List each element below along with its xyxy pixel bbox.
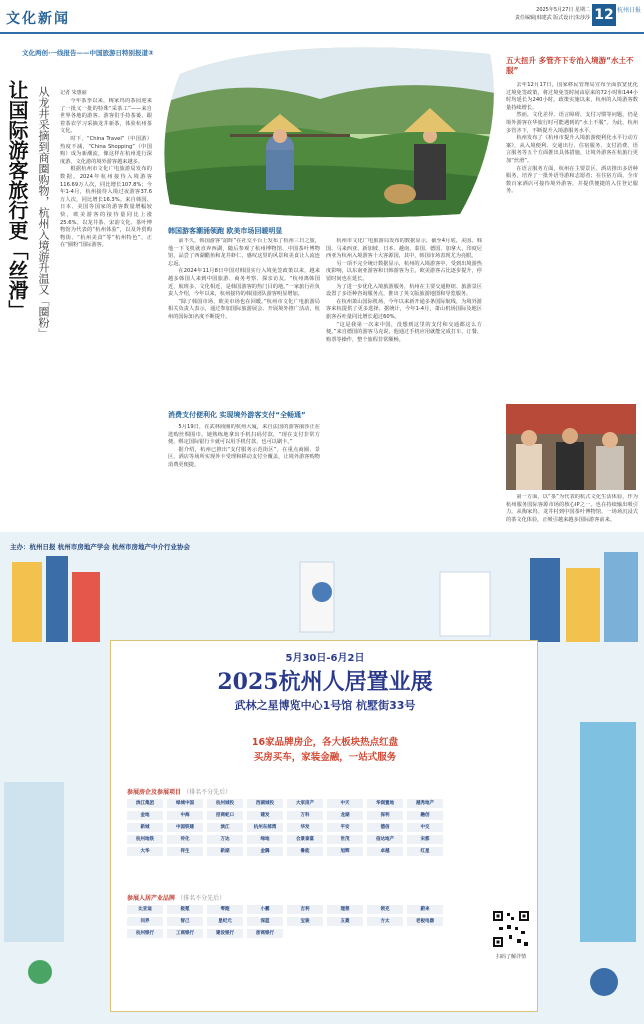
exhibitor-logo: 绿城中国: [167, 799, 203, 808]
exhibitor-logo: 星纪元: [207, 917, 243, 926]
expo-venue: 武林之星博览中心1号馆 杭墅街33号: [234, 699, 416, 712]
exhibitor-logo: 问界: [127, 917, 163, 926]
list-heading-text: 参展人居产业品牌: [127, 895, 176, 902]
exhibitor-logo: 中海: [167, 811, 203, 820]
paragraph: 5月19日，在武林商圈的杭州大厦，来自法国的游客丽莎正在选购丝绸围巾。她熟练地拿出手机扫码付款，“现在支付非常方便，绑定国际银行卡就可以用手机付款，也可以刷卡。”: [168, 424, 320, 446]
editor-line: 责任编辑|韩建武 版式设计|朱莎莎: [515, 15, 590, 21]
exhibitor-logo: 万科: [287, 811, 323, 820]
shopping-photo: [506, 404, 636, 490]
article-title: 让国际游客旅行更「丝滑」: [5, 80, 29, 320]
exhibitor-logo: 新城: [127, 823, 163, 832]
exhibitor-logo: 比亚迪: [127, 905, 163, 914]
exhibitor-logo: 平安: [327, 823, 363, 832]
qr-code[interactable]: [491, 909, 531, 949]
ad-main-panel: [110, 640, 538, 1012]
slogan-line-2: 买房买车，家装金融，一站式服务: [253, 752, 397, 763]
exhibitor-logo: 浙商银行: [247, 929, 283, 938]
byline: 记者 朱惠丽: [60, 90, 87, 96]
article-subtitle: 从龙井采摘到商圈购物，杭州入境游升温又「圈粉」: [37, 86, 50, 339]
exhibitor-logo: 零跑: [207, 905, 243, 914]
section-1-heading: 韩国游客潮涌领跑 欧美市场回暖明显: [168, 227, 283, 235]
paragraph: “这是我第一次来中国，没想到这里的支付和交通都这么方便。”来自德国的游客马克说，他通过手机应用就能完成打车、订餐、购票等操作，整个旅程非常顺畅。: [326, 321, 482, 343]
paragraph: 今年茶季以来，梅家坞的茶园迎来了一批又一批的特殊“采茶工”——来自世界各地的游客。游客们手持茶篓，跟着茶农学习采摘龙井新茶，体验杭州茶文化。: [60, 98, 152, 135]
exhibitor-logo: 万达: [207, 835, 243, 844]
exhibitor-logo: 新湖: [207, 847, 243, 856]
column-2a: [168, 238, 320, 406]
exhibitor-logo: 世茂: [327, 835, 363, 844]
exhibitor-logo: 小鹏: [247, 905, 283, 914]
header-info: [450, 6, 590, 22]
exhibitor-logo: 方太: [367, 917, 403, 926]
exhibitor-logo: 杭州银行: [127, 929, 163, 938]
tea-picking-photo: [160, 44, 500, 220]
slogan-line-1: 16家品牌房企，各大板块热点红盘: [251, 737, 399, 748]
paragraph: 另一项不完全统计数据显示，杭州的入境游客中，受到出境游热度影响，以东南亚游客和日韩游客为主，欧美游客占比逐步提升，停留时间也在延长。: [326, 260, 482, 282]
column-3: [326, 238, 482, 526]
list-heading-text: 参展房企及参展项目: [127, 789, 182, 796]
date-line: 2025年5月27日 星期二: [536, 7, 590, 13]
exhibitor-logo: 华润置地: [367, 799, 403, 808]
brand-logo-grid: [127, 905, 457, 938]
exhibitor-logo: 大家房产: [287, 799, 323, 808]
paragraph: 在语言服务方面，杭州在主要景区、酒店推出多语种服务，培养了一批外语导游和志愿者；在住宿方面，全市数百家酒店可接待境外游客，并提供便捷的入住登记服务。: [506, 165, 638, 195]
exhibitor-logo: 理想: [327, 905, 363, 914]
exhibitor-logo: 德信: [367, 823, 403, 832]
street-shopping-image: [506, 404, 636, 490]
exhibitor-logo: 宝骏: [287, 917, 323, 926]
paragraph: 根据杭州市文化广电旅游局发布的数据，2024年杭州接待入境游客116.69万人次，同比增长107.8%；今年1-4月，杭州接待入境过夜游客37.6万人次，同比增长16.3%。来自韩国、日本、美国等国家的游客数量增幅较快，欧美游客的接待量同比上涨25.6%。以龙井茶、宋韵文化、茶叶博物馆为代表的“杭州体验”，以及外贸购物街、“杭州美食”等“杭州特色”，正在“圈粉”国际游客。: [60, 166, 152, 249]
paragraph: 去年12月17日，国家移民管理局宣布全面放宽优化过境免签政策，将过境免签时间由原来的72小时和144小时均延长为240小时。政策实施以来，杭州的入境游客数量持续增长。: [506, 82, 638, 111]
page-header: [0, 0, 644, 34]
expo-slogan: [111, 735, 539, 765]
paragraph: “除了韩国市场，欧美市场也在回暖。”杭州市文化广电旅游局相关负责人表示，通过参加国际旅游展会、开展境外推广活动，杭州的国际知名度不断提升。: [168, 298, 320, 320]
exhibitor-logo: 传化: [167, 835, 203, 844]
exhibitor-logo: 龙湖: [327, 811, 363, 820]
exhibitor-logo: 深蓝: [247, 917, 283, 926]
exhibitor-logo: 祥生: [167, 847, 203, 856]
exhibitor-list-heading: [127, 787, 231, 796]
column-1: [60, 98, 152, 526]
exhibitor-logo: 金地: [127, 811, 163, 820]
expo-dates: 5月30日-6月2日: [285, 653, 365, 664]
exhibitor-logo: 蔚来: [407, 905, 443, 914]
exhibitor-logo: 华发: [287, 823, 323, 832]
column-2b: [168, 424, 320, 526]
exhibitor-logo: 老板电器: [407, 917, 443, 926]
exhibitor-logo: 杭州东部湾: [247, 823, 283, 832]
paragraph: 杭州发布了《杭州市提升入境旅游便利化水平行动方案》，从入境便利、交通出行、住宿服务、支付消费、语言服务等五个方面推出具体措施，让境外游客在杭旅行更加“丝滑”。: [506, 135, 638, 164]
paragraph: 为了进一步优化入境旅游服务，杭州在主要交通枢纽、旅游景区设置了多语种咨询服务点，推出了英文版旅游地图和导览服务。: [326, 283, 482, 298]
exhibitor-logo: 西湖城投: [247, 799, 283, 808]
exhibitor-logo: 中天: [327, 799, 363, 808]
exhibitor-logo: 工商银行: [167, 929, 203, 938]
exhibitor-logo: 绿地: [247, 835, 283, 844]
developer-logo-grid: [127, 799, 457, 856]
exhibitor-logo: 信达地产: [367, 835, 403, 844]
exhibitor-logo: 建设银行: [207, 929, 243, 938]
exhibitor-logo: 杭州地铁: [127, 835, 163, 844]
exhibitor-logo: 保利: [367, 811, 403, 820]
paragraph: 在杭州萧山国际机场，今年以来新开通多条国际航线，为境外游客来杭提供了更多选择。据统计，今年1-4月，萧山机场国际及地区旅客吞吐量同比增长超过60%。: [326, 298, 482, 320]
exhibitor-logo: 旭辉: [327, 847, 363, 856]
exhibitor-logo: 越秀地产: [407, 799, 443, 808]
exhibitor-logo: 宋都: [407, 835, 443, 844]
page-number: 12: [592, 4, 616, 26]
exhibitor-logo: 大华: [127, 847, 163, 856]
paragraph: 第一方面，以“茶”为代表的杭式文化生活体验，作为杭州服务国际客源市场的核心IP之一，也在持续输出吸引力。从梅家坞、龙井村到中国茶叶博物馆，一场场沉浸式的茶文化体验，正吸引越来越多国际游客前来。: [506, 494, 638, 523]
exhibitor-logo: 鲁能: [287, 847, 323, 856]
qr-caption: 扫码了解详情: [495, 954, 526, 960]
tea-garden-image: [160, 44, 500, 220]
exhibitor-logo: 招商蛇口: [207, 811, 243, 820]
column-4-end: [506, 494, 638, 528]
ad-sponsor-line: 主办：杭州日报 杭州市房地产学会 杭州市房地产中介行业协会: [10, 543, 191, 551]
exhibitor-logo: 滨江集团: [127, 799, 163, 808]
masthead-logo: 杭州日报: [616, 7, 641, 14]
exhibitor-logo: 中国铁建: [167, 823, 203, 832]
paragraph: 在2024年11月8日中国对韩国实行入境免签政策以来，越来越多韩国人来到中国旅游、商务考察、探亲访友。“杭州离韩国近，航班多，文化相近，是韩国游客的热门目的地。”一家旅行社负责人介绍，今年以来，杭州接待的韩国团队游客明显增加。: [168, 268, 320, 298]
exhibitor-logo: 融创: [407, 811, 443, 820]
column-4: [506, 82, 638, 400]
exhibitor-logo: 卓越: [367, 847, 403, 856]
exhibitor-logo: 杭州城投: [207, 799, 243, 808]
list-note: （排名不分先后）: [177, 895, 226, 902]
section-title: 文化新闻: [6, 11, 70, 27]
exhibitor-logo: 建发: [247, 811, 283, 820]
exhibitor-logo: 五菱: [327, 917, 363, 926]
section-2-heading: 消费支付便利化 实现境外游客支付“全畅通”: [168, 411, 306, 419]
exhibitor-logo: 中交: [407, 823, 443, 832]
paragraph: 前不久，韩国游客“韶晖”在社交平台上发布了杭州三日之旅，他一下飞机就直奔西湖，随后参观了杭州博物馆、中国茶叶博物馆，品尝了西湖醋鱼和龙井虾仁，感叹这里的风景和美食让人流连忘返。: [168, 238, 320, 267]
exhibitor-logo: 滨江: [207, 823, 243, 832]
article-kicker: 文化两创·一线报告——中国旅游日特别报道③: [22, 49, 154, 57]
exhibitor-logo: 金隅: [247, 847, 283, 856]
exhibitor-logo: 合景泰富: [287, 835, 323, 844]
paragraph: 据介绍，杭州已推出“支付服务示范街区”，在重点商圈、景区、酒店等场所实现外卡受理和移动支付全覆盖，让境外游客购物消费更便捷。: [168, 446, 320, 468]
exhibitor-logo: 吉利: [287, 905, 323, 914]
brand-list-heading: [127, 893, 225, 902]
property-expo-ad: [0, 532, 644, 1024]
paragraph: 时下，“China Travel”（中国游）热度不减，“China Shopping”（中国购）成为新潮流，像这样在杭州进行深度游、文化游的境外游客越来越多。: [60, 135, 152, 165]
exhibitor-logo: 智己: [167, 917, 203, 926]
exhibitor-logo: 红星: [407, 847, 443, 856]
exhibitor-logo: 领克: [367, 905, 403, 914]
list-note: （排名不分先后）: [183, 789, 232, 796]
expo-title: 2025杭州人居置业展: [217, 669, 433, 695]
paragraph: 杭州市文化广电旅游局发布的数据显示，截至4月底，美国、韩国、马来西亚、新加坡、日本、越南、泰国、德国、加拿大、印度尼西亚为杭州入境游客十大客源国，其中，韩国市场表现尤为亮眼。: [326, 238, 482, 260]
section-3-heading: 五大扭升 多管齐下专治入境游“水土不服”: [506, 56, 634, 75]
paragraph: 然而，文化差异、语言障碍、支付习惯等问题，仍是境外游客在华旅行时可能遇到的“水土不服”。为此，杭州多管齐下，不断提升入境游服务水平。: [506, 112, 638, 134]
exhibitor-logo: 极氪: [167, 905, 203, 914]
